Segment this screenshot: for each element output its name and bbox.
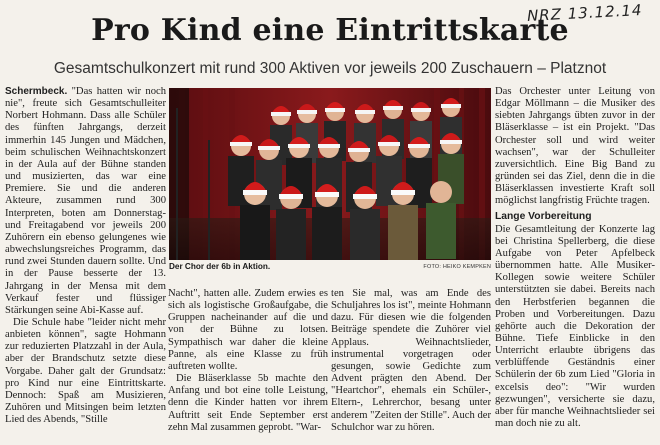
choir-photo-image bbox=[169, 88, 491, 260]
handwritten-source-note: NRZ 13.12.14 bbox=[526, 0, 643, 26]
section-subheading: Lange Vorbereitung bbox=[495, 210, 592, 222]
paragraph: ten Sie mal, was am Ende des Schuljahres los ist", meinte Hohmann dazu. Für diesen wie die folgenden Beiträge spendete die Zuhörer viel Applaus. Weihnachtslieder, instrumental vorgetragen oder gesungen, sowie Gedichte zum Advent prägten den Abend. Der "Heartchor", ehemals ein Schüler-, Eltern-, Lehrerchor, besang unter anderem "Zeiten der Stille". Auch der Schulchor war zu hören. bbox=[331, 288, 491, 433]
photo-credit: FOTO: HEIKO KEMPKEN bbox=[423, 264, 491, 270]
headline: Pro Kind eine Eintrittskarte bbox=[91, 13, 569, 48]
paragraph bbox=[5, 86, 166, 317]
article-column-3 bbox=[331, 288, 491, 434]
article-column-1 bbox=[5, 86, 166, 426]
dateline: Schermbeck. bbox=[5, 86, 68, 97]
paragraph: Die Schule habe "leider nicht mehr anbieten können", sagte Hohmann zur reduzierten Platzzahl in der Aula, aber der Brandschutz setzte diese Vorgabe. Daher galt der Grundsatz: pro Kind nur eine Eintrittskarte. Dennoch: Spaß am Musizieren, Zuhören und Mitsingen beim letzten Lied des Abends, "Stille bbox=[5, 316, 166, 426]
choir-photo bbox=[169, 88, 491, 260]
article-column-2 bbox=[168, 288, 328, 434]
paragraph: Das Orchester unter Leitung von Edgar Möllmann – die Musiker des siebten Jahrgangs übten zuvor in der Bläserklasse – ist ein Projekt. "Das Orchester soll und wird weiter wachsen", war der Schulleiter zuversichtlich. Eine Big Band zu gründen sei das Ziel, denn die in die Bläserklassen investierte Kraft soll möglichst langfristig Früchte tragen. bbox=[495, 86, 655, 207]
article-column-4 bbox=[495, 86, 655, 430]
paragraph: Nacht", hatten alle. Zudem erwies es sich als logistische Großaufgabe, die Gruppen nacheinander auf die und von der Bühne zu lotsen. Sympathisch war daher die kleine Panne, als eine Klasse zu früh auftreten wollte. bbox=[168, 288, 328, 372]
photo-caption: Der Chor der 6b in Aktion. bbox=[169, 262, 271, 271]
photo-caption-row bbox=[169, 262, 491, 276]
paragraph: Die Gesamtleitung der Konzerte lag bei Christina Spellerberg, die diese Aufgabe von Peter Apfelbeck übernommen hatte. Alle Musiker-Kollegen sowie weitere Schüler unterstützten sie dabei. Bereits nach den Herbstferien begannen die Proben und Vorbereitungen. Dazu gehörte auch die Dekoration der Bühne. Tiefe Einblicke in den Unterricht erlaubte übrigens das verblüffende Geständnis einer Schülerin der 6b zum Lied "Gloria in excelsis deo": "Wir wurden gezwungen", versicherte sie dazu, aber für manche Weihnachtslieder sei man doch nie zu alt. bbox=[495, 223, 655, 430]
paragraph: Die Bläserklasse 5b machte den Anfang und bot eine tolle Leistung, denn die Kinder hatten vor ihrem Auftritt seit Ende September erst zehn Mal zusammen geprobt. "War- bbox=[168, 373, 328, 433]
subheadline: Gesamtschulkonzert mit rund 300 Aktiven vor jeweils 200 Zuschauern – Platznot bbox=[53, 60, 607, 77]
paragraph-text: "Das hatten wir noch nie", freute sich Gesamtschulleiter Norbert Hohmann. Dass alle Schüler des fünften Jahrgangs, derzeit immerhin 145 Jungen und Mädchen, beim schulischen Weihnachtskonzert in der Aula auf der Bühne standen und musizierten, das war eine Premiere. Sie und die anderen Akteure, zusammen rund 300 Interpreten, boten am Donnerstag- und Freitagabend vor jeweils 200 Zuhörern ein ebenso gelungenes wie abwechslungsreiches Programm, das rund zwei Stunden dauern sollte. Und in der Pause besserte der 13. Jahrgang in der Mensa mit dem Verkauf fester und flüssiger Stärkungen seine Abi-Kasse auf. bbox=[5, 86, 167, 316]
